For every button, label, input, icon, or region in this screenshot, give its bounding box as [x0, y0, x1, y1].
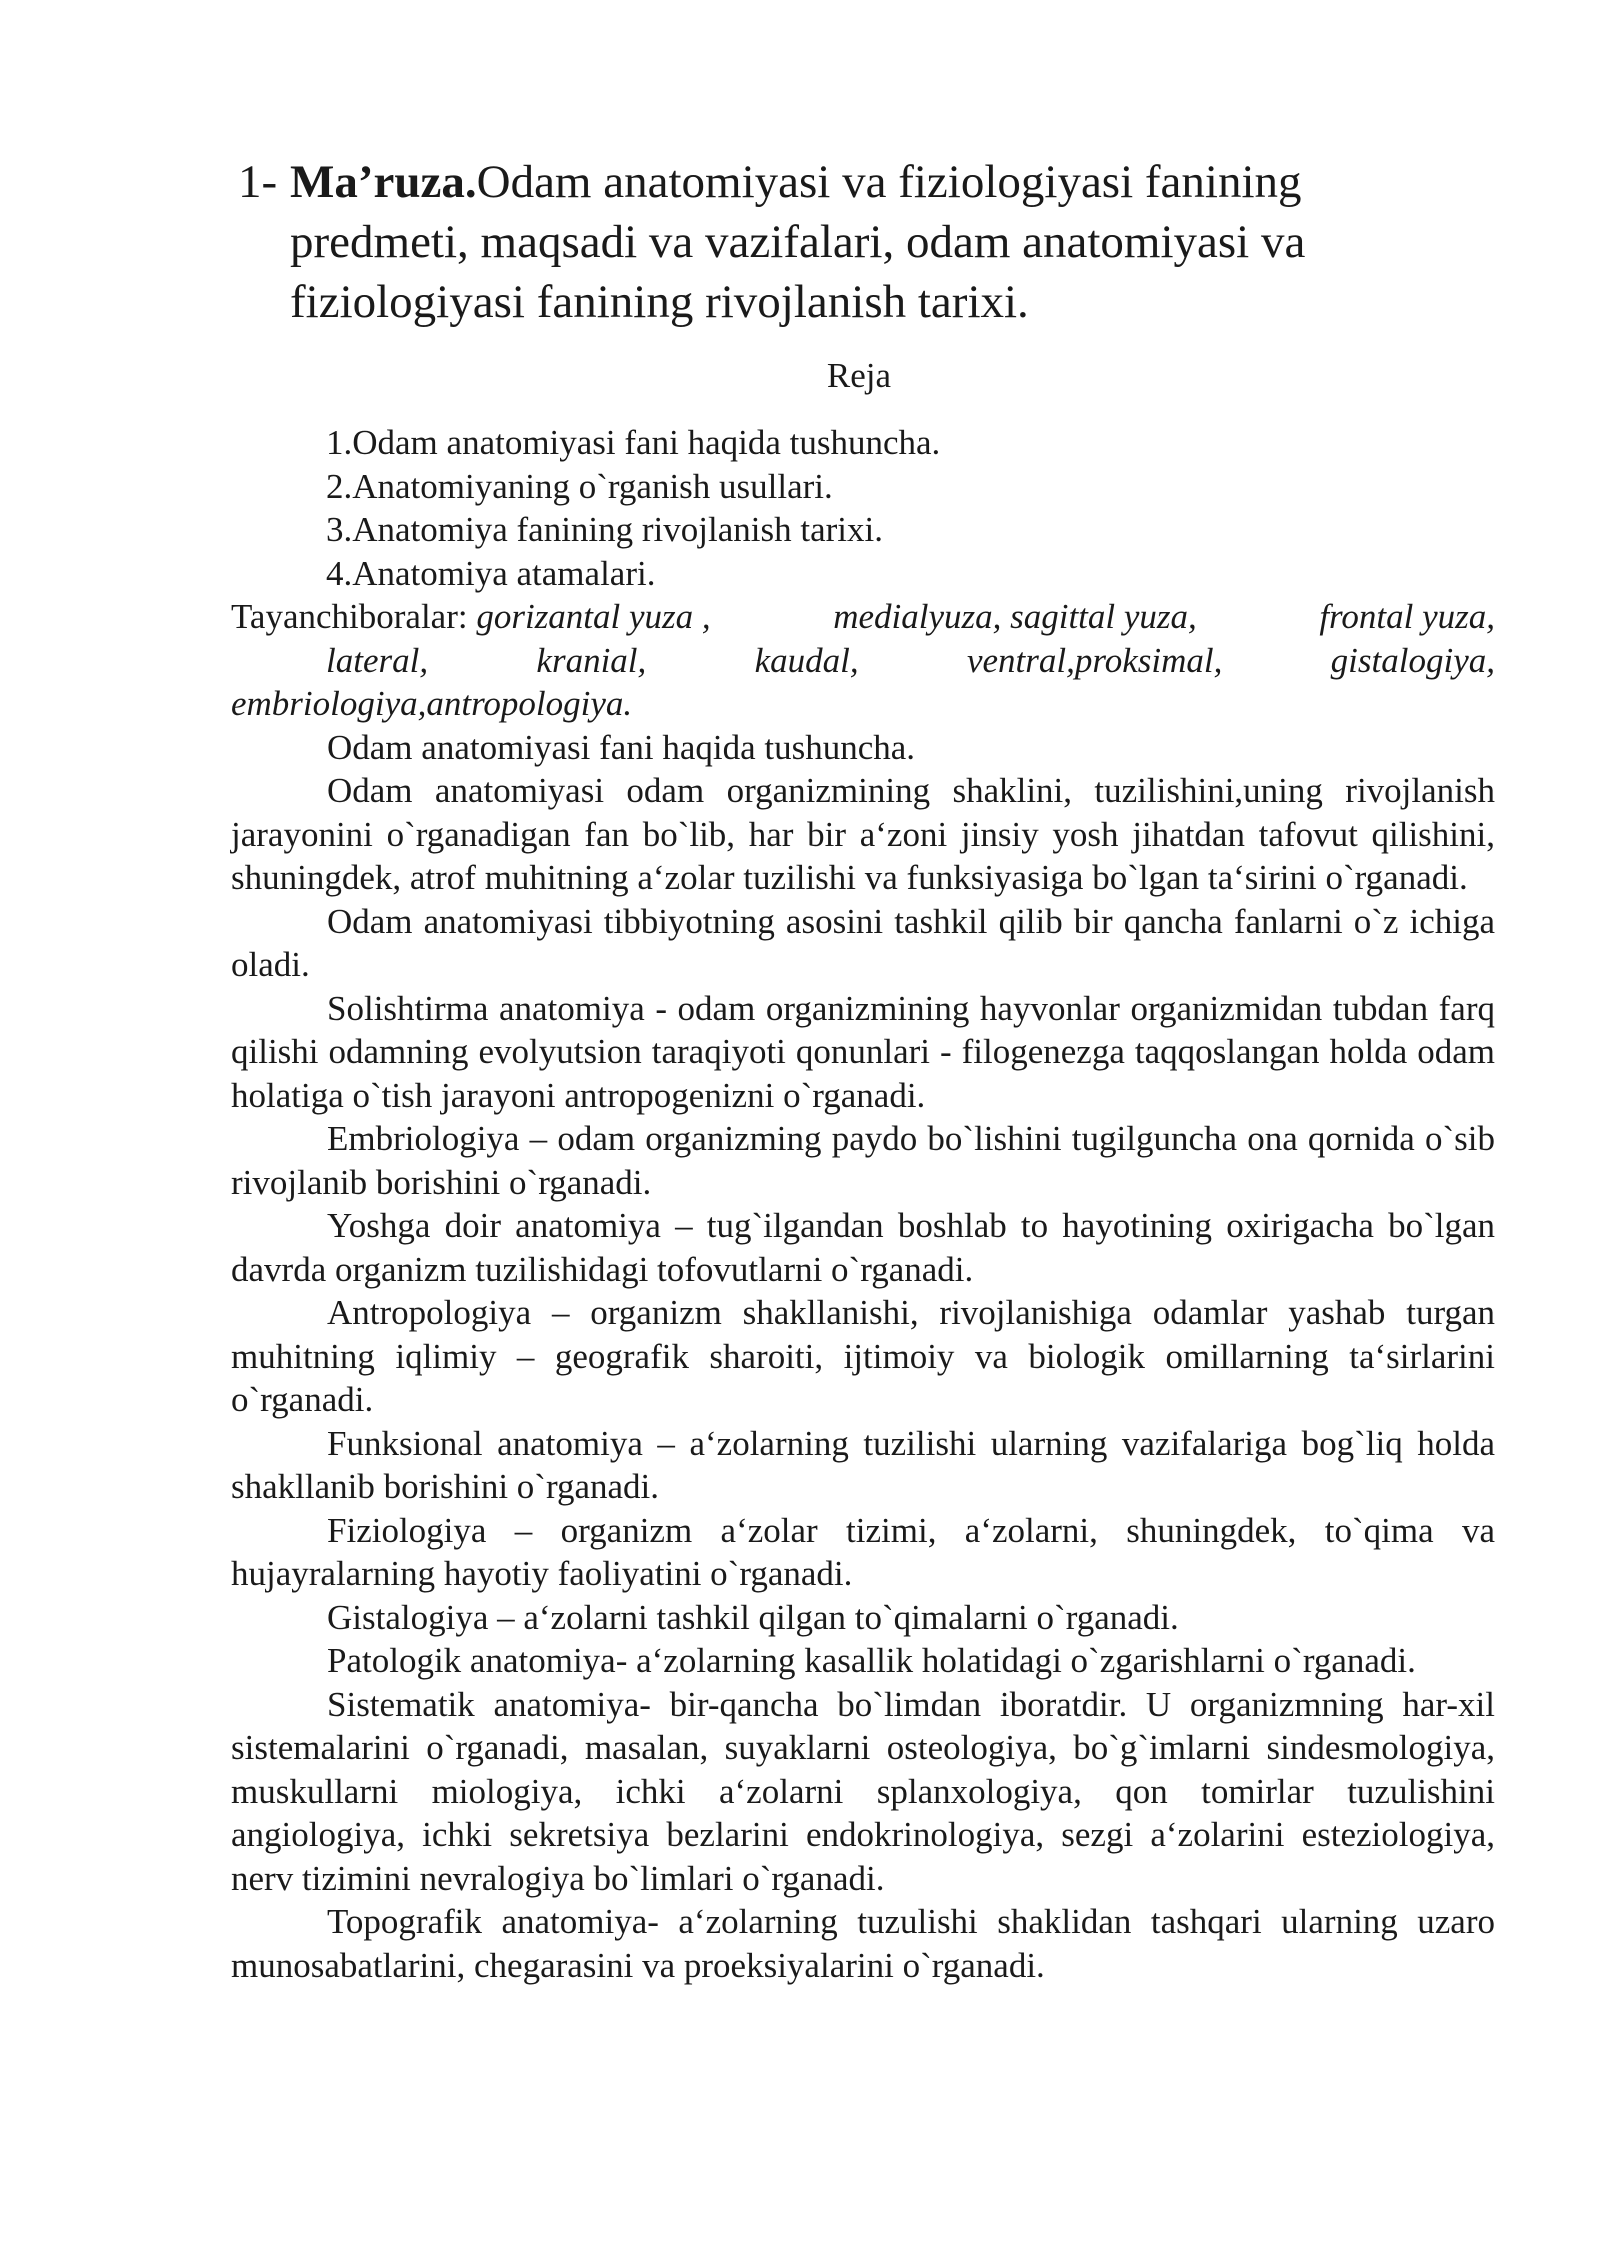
keyword: medialyuza, sagittal yuza,	[833, 597, 1197, 636]
keyword: ventral,proksimal,	[966, 640, 1223, 680]
plan-list	[326, 421, 940, 595]
paragraph: Topografik anatomiya- a‘zolarning tuzulishi shaklidan tashqari ularning uzaro munosabatlarini, chegarasini va proeksiyalarini o`rganadi.	[231, 1902, 1495, 1985]
paragraph: Solishtirma anatomiya - odam organizmining hayvonlar organizmidan tubdan farq qilishi odamning evolyutsion taraqiyoti qonunlari - filogenezga taqqoslangan holda odam holatiga o`tish jarayoni antropogenizni o`rganadi.	[231, 988, 1495, 1115]
paragraph: Odam anatomiyasi odam organizmining shaklini, tuzilishini,uning rivojlanish jarayonini o`rganadigan fan bo`lib, har bir a‘zoni jinsiy yosh jihatdan tafovut qilishini, shuningdek, atrof muhitning a‘zolar tuzilishi va funksiyasiga bo`lgan ta‘sirini o`rganadi.	[231, 771, 1495, 897]
lecture-title	[238, 152, 1418, 332]
lecture-label: Ma’ruza.	[290, 156, 477, 208]
paragraph: Odam anatomiyasi tibbiyotning asosini tashkil qilib bir qancha fanlarni o`z ichiga oladi.	[231, 901, 1495, 984]
keyword: frontal yuza,	[1319, 597, 1495, 636]
plan-item: 4.Anatomiya atamalari.	[326, 553, 656, 593]
keyword: kranial,	[536, 640, 647, 680]
lecture-topic: Odam anatomiyasi va fiziologiyasi fanining predmeti, maqsadi va vazifalari, odam anatomiyasi va fiziologiyasi fanining rivojlanish tarixi.	[290, 156, 1306, 328]
paragraph: Patologik anatomiya- a‘zolarning kasallik holatidagi o`zgarishlarni o`rganadi.	[327, 1641, 1416, 1680]
lecture-number: 1-	[238, 156, 278, 208]
paragraph: Gistalogiya – a‘zolarni tashkil qilgan to`qimalarni o`rganadi.	[327, 1597, 1179, 1637]
paragraph: Fiziologiya – organizm a‘zolar tizimi, a‘zolarni, shuningdek, to`qima va hujayralarning hayotiy faoliyatini o`rganadi.	[231, 1510, 1495, 1593]
keyword: embriologiya,antropologiya.	[231, 684, 633, 723]
keywords-label: Tayanchiboralar:	[231, 597, 468, 636]
paragraph: Funksional anatomiya – a‘zolarning tuzilishi ularning vazifalariga bog`liq holda shakllanib borishini o`rganadi.	[231, 1423, 1495, 1506]
plan-item: 1.Odam anatomiyasi fani haqida tushuncha.	[326, 423, 941, 462]
plan-item: 2.Anatomiyaning o`rganish usullari.	[326, 466, 833, 506]
keyword: kaudal,	[754, 640, 859, 680]
keywords-block	[231, 595, 1495, 726]
keyword: gorizantal yuza ,	[476, 597, 711, 636]
paragraph: Sistematik anatomiya- bir-qancha bo`limdan iboratdir. U organizmning har-xil sistemalarini o`rganadi, masalan, suyaklarni osteologiya, bo`g`imlarni sindesmologiya, muskullarni miologiya, ichki a‘zolarni splanxologiya, qon tomirlar tuzulishini angiologiya, ichki sekretsiya bezlarini endokrinologiya, sezgi a‘zolarini esteziologiya, nerv tizimini nevralogiya bo`limlari o`rganadi.	[231, 1684, 1495, 1898]
keyword: gistalogiya,	[1330, 640, 1495, 680]
document-body	[231, 595, 1495, 1987]
paragraph: Yoshga doir anatomiya – tug`ilgandan boshlab to hayotining oxirigacha bo`lgan davrda organizm tuzilishidagi tofovutlarni o`rganadi.	[231, 1206, 1495, 1289]
plan-heading: Reja	[826, 356, 892, 395]
plan-item: 3.Anatomiya fanining rivojlanish tarixi.	[326, 510, 883, 549]
section-heading: Odam anatomiyasi fani haqida tushuncha.	[327, 727, 916, 767]
paragraph: Embriologiya – odam organizming paydo bo`lishini tugilguncha ona qornida o`sib rivojlanib borishini o`rganadi.	[231, 1119, 1495, 1202]
paragraph: Antropologiya – organizm shakllanishi, rivojlanishiga odamlar yashab turgan muhitning iqlimiy – geografik sharoiti, ijtimoiy va biologik omillarning ta‘sirlarini o`rganadi.	[231, 1293, 1495, 1419]
keyword: lateral,	[326, 640, 429, 680]
